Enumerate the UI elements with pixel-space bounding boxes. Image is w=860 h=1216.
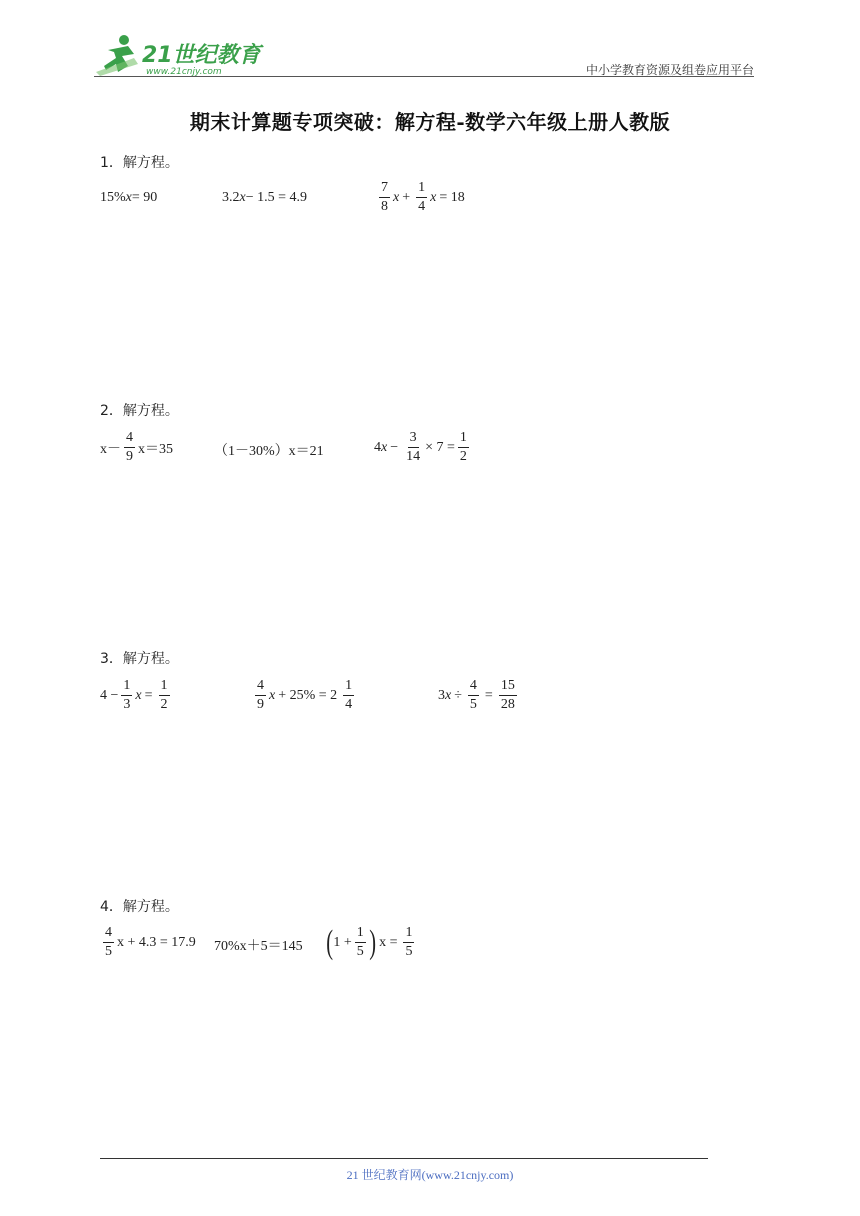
fraction: $\frac{15}{28}$ (500, 678, 515, 712)
fraction: $\frac{4}{5}$ (469, 678, 477, 712)
q4-equation-1: $\frac{4}{5}$ x + 4.3 = 17.9 (105, 925, 196, 959)
question-1-label: 1．解方程。 (100, 155, 179, 171)
fraction: $\frac{4}{9}$ (126, 430, 133, 464)
fraction: $\frac{1}{2}$ (160, 678, 168, 712)
q4-equation-2: 70%x＋5＝145 (214, 939, 303, 954)
q2-equation-2: （1－30%）x＝21 (214, 444, 324, 459)
fraction: $\frac{1}{3}$ (123, 678, 131, 712)
footer-divider (100, 1158, 708, 1159)
site-logo (94, 30, 264, 80)
fraction: $\frac{1}{4}$ (345, 678, 353, 712)
q3-equation-1: 4 − $\frac{1}{3}$ x = $\frac{1}{2}$ (100, 678, 168, 712)
fraction: $\frac{1}{4}$ (418, 180, 426, 214)
q1-equation-3: $\frac{7}{8}$ x + $\frac{1}{4}$ x = 18 (381, 180, 465, 214)
q2-equation-1: x－ $\frac{4}{9}$ x＝35 (100, 430, 173, 464)
fraction: $\frac{4}{5}$ (105, 925, 112, 959)
q4-equation-3: ( 1 + $\frac{1}{5}$ ) x = $\frac{1}{5}$ (326, 923, 413, 961)
svg-text:21世纪教育: 21世纪教育 (142, 43, 261, 68)
q3-equation-2: $\frac{4}{9}$ x + 25% = 2 $\frac{1}{4}$ (257, 678, 353, 712)
fraction: $\frac{1}{2}$ (459, 430, 467, 464)
fraction: $\frac{4}{9}$ (257, 678, 264, 712)
q2-equation-3: 4 x − $\frac{3}{14}$ × 7 = $\frac{1}{2}$ (374, 430, 467, 464)
fraction: $\frac{1}{5}$ (356, 925, 364, 959)
question-3-label: 3．解方程。 (100, 651, 179, 667)
fraction: $\frac{3}{14}$ (406, 430, 421, 464)
q3-equation-3: 3 x ÷ $\frac{4}{5}$ = $\frac{15}{28}$ (438, 678, 515, 712)
question-4-label: 4．解方程。 (100, 899, 179, 915)
q1-equation-2: 3.2 x − 1.5 = 4.9 (222, 190, 308, 205)
svg-text:www.21cnjy.com: www.21cnjy.com (146, 67, 222, 77)
question-2-label: 2．解方程。 (100, 403, 179, 419)
footer-link[interactable]: 21 世纪教育网(www.21cnjy.com) (346, 1168, 514, 1182)
platform-name: 中小学教育资源及组卷应用平台 (585, 63, 754, 77)
fraction: $\frac{7}{8}$ (381, 180, 388, 214)
q1-equation-1: 15% x = 90 (100, 190, 158, 205)
fraction: $\frac{1}{5}$ (405, 925, 413, 959)
runner-logo-icon (94, 30, 264, 80)
page-title: 期末计算题专项突破：解方程-数学六年级上册人教版 (189, 110, 671, 134)
header-divider (94, 76, 754, 77)
